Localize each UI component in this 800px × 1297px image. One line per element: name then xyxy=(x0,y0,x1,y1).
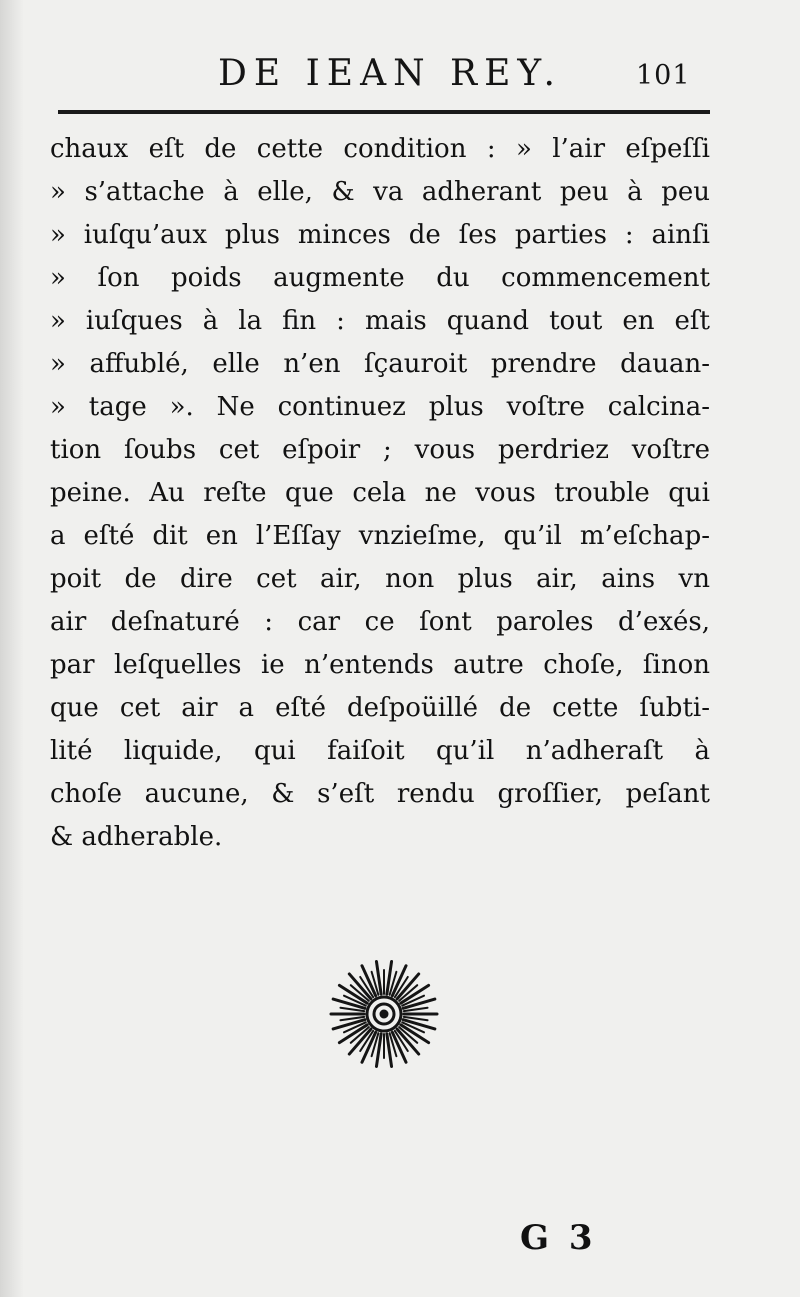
text-line: » iuſqu’aux plus minces de ſes parties : ainſi xyxy=(50,220,710,250)
text-line: » iuſques à la fin : mais quand tout en eſt xyxy=(50,306,710,336)
text-line: peine. Au reſte que cela ne vous trouble qui xyxy=(50,478,710,508)
page-number: 101 xyxy=(636,60,691,91)
text-line: & adherable. xyxy=(50,822,223,852)
text-line: » s’attache à elle, & va adherant peu à peu xyxy=(50,177,710,207)
text-line: tion ſoubs cet eſpoir ; vous perdriez voſtre xyxy=(50,435,710,465)
text-line: choſe aucune, & s’eſt rendu groſſier, peſant xyxy=(50,779,710,809)
text-line: » affublé, elle n’en ſçauroit prendre dauan- xyxy=(50,349,710,379)
text-line: » tage ». Ne continuez plus voſtre calcina- xyxy=(50,392,710,422)
text-line: lité liquide, qui faiſoit qu’il n’adheraſt à xyxy=(50,736,710,766)
text-line: que cet air a eſté deſpoüillé de cette ſubti- xyxy=(50,693,710,723)
text-line: par leſquelles ie n’entends autre choſe, ſinon xyxy=(50,650,710,680)
sunburst-ornament-icon xyxy=(328,958,440,1070)
text-line: air deſnaturé : car ce ſont paroles d’exés, xyxy=(50,607,710,637)
body-text xyxy=(50,128,710,859)
signature-mark: G 3 xyxy=(520,1218,597,1258)
page-header xyxy=(0,52,800,102)
running-head: DE IEAN REY. xyxy=(218,53,562,94)
text-line: » ſon poids augmente du commencement xyxy=(50,263,710,293)
header-rule xyxy=(58,110,710,114)
text-line: poit de dire cet air, non plus air, ains vn xyxy=(50,564,710,594)
text-line: a eſté dit en l’Eſſay vnzieſme, qu’il m’eſchap- xyxy=(50,521,710,551)
ornament-center xyxy=(380,1010,389,1019)
gutter-shadow xyxy=(0,0,24,1297)
text-line: chaux eſt de cette condition : » l’air eſpeſſi xyxy=(50,134,710,164)
